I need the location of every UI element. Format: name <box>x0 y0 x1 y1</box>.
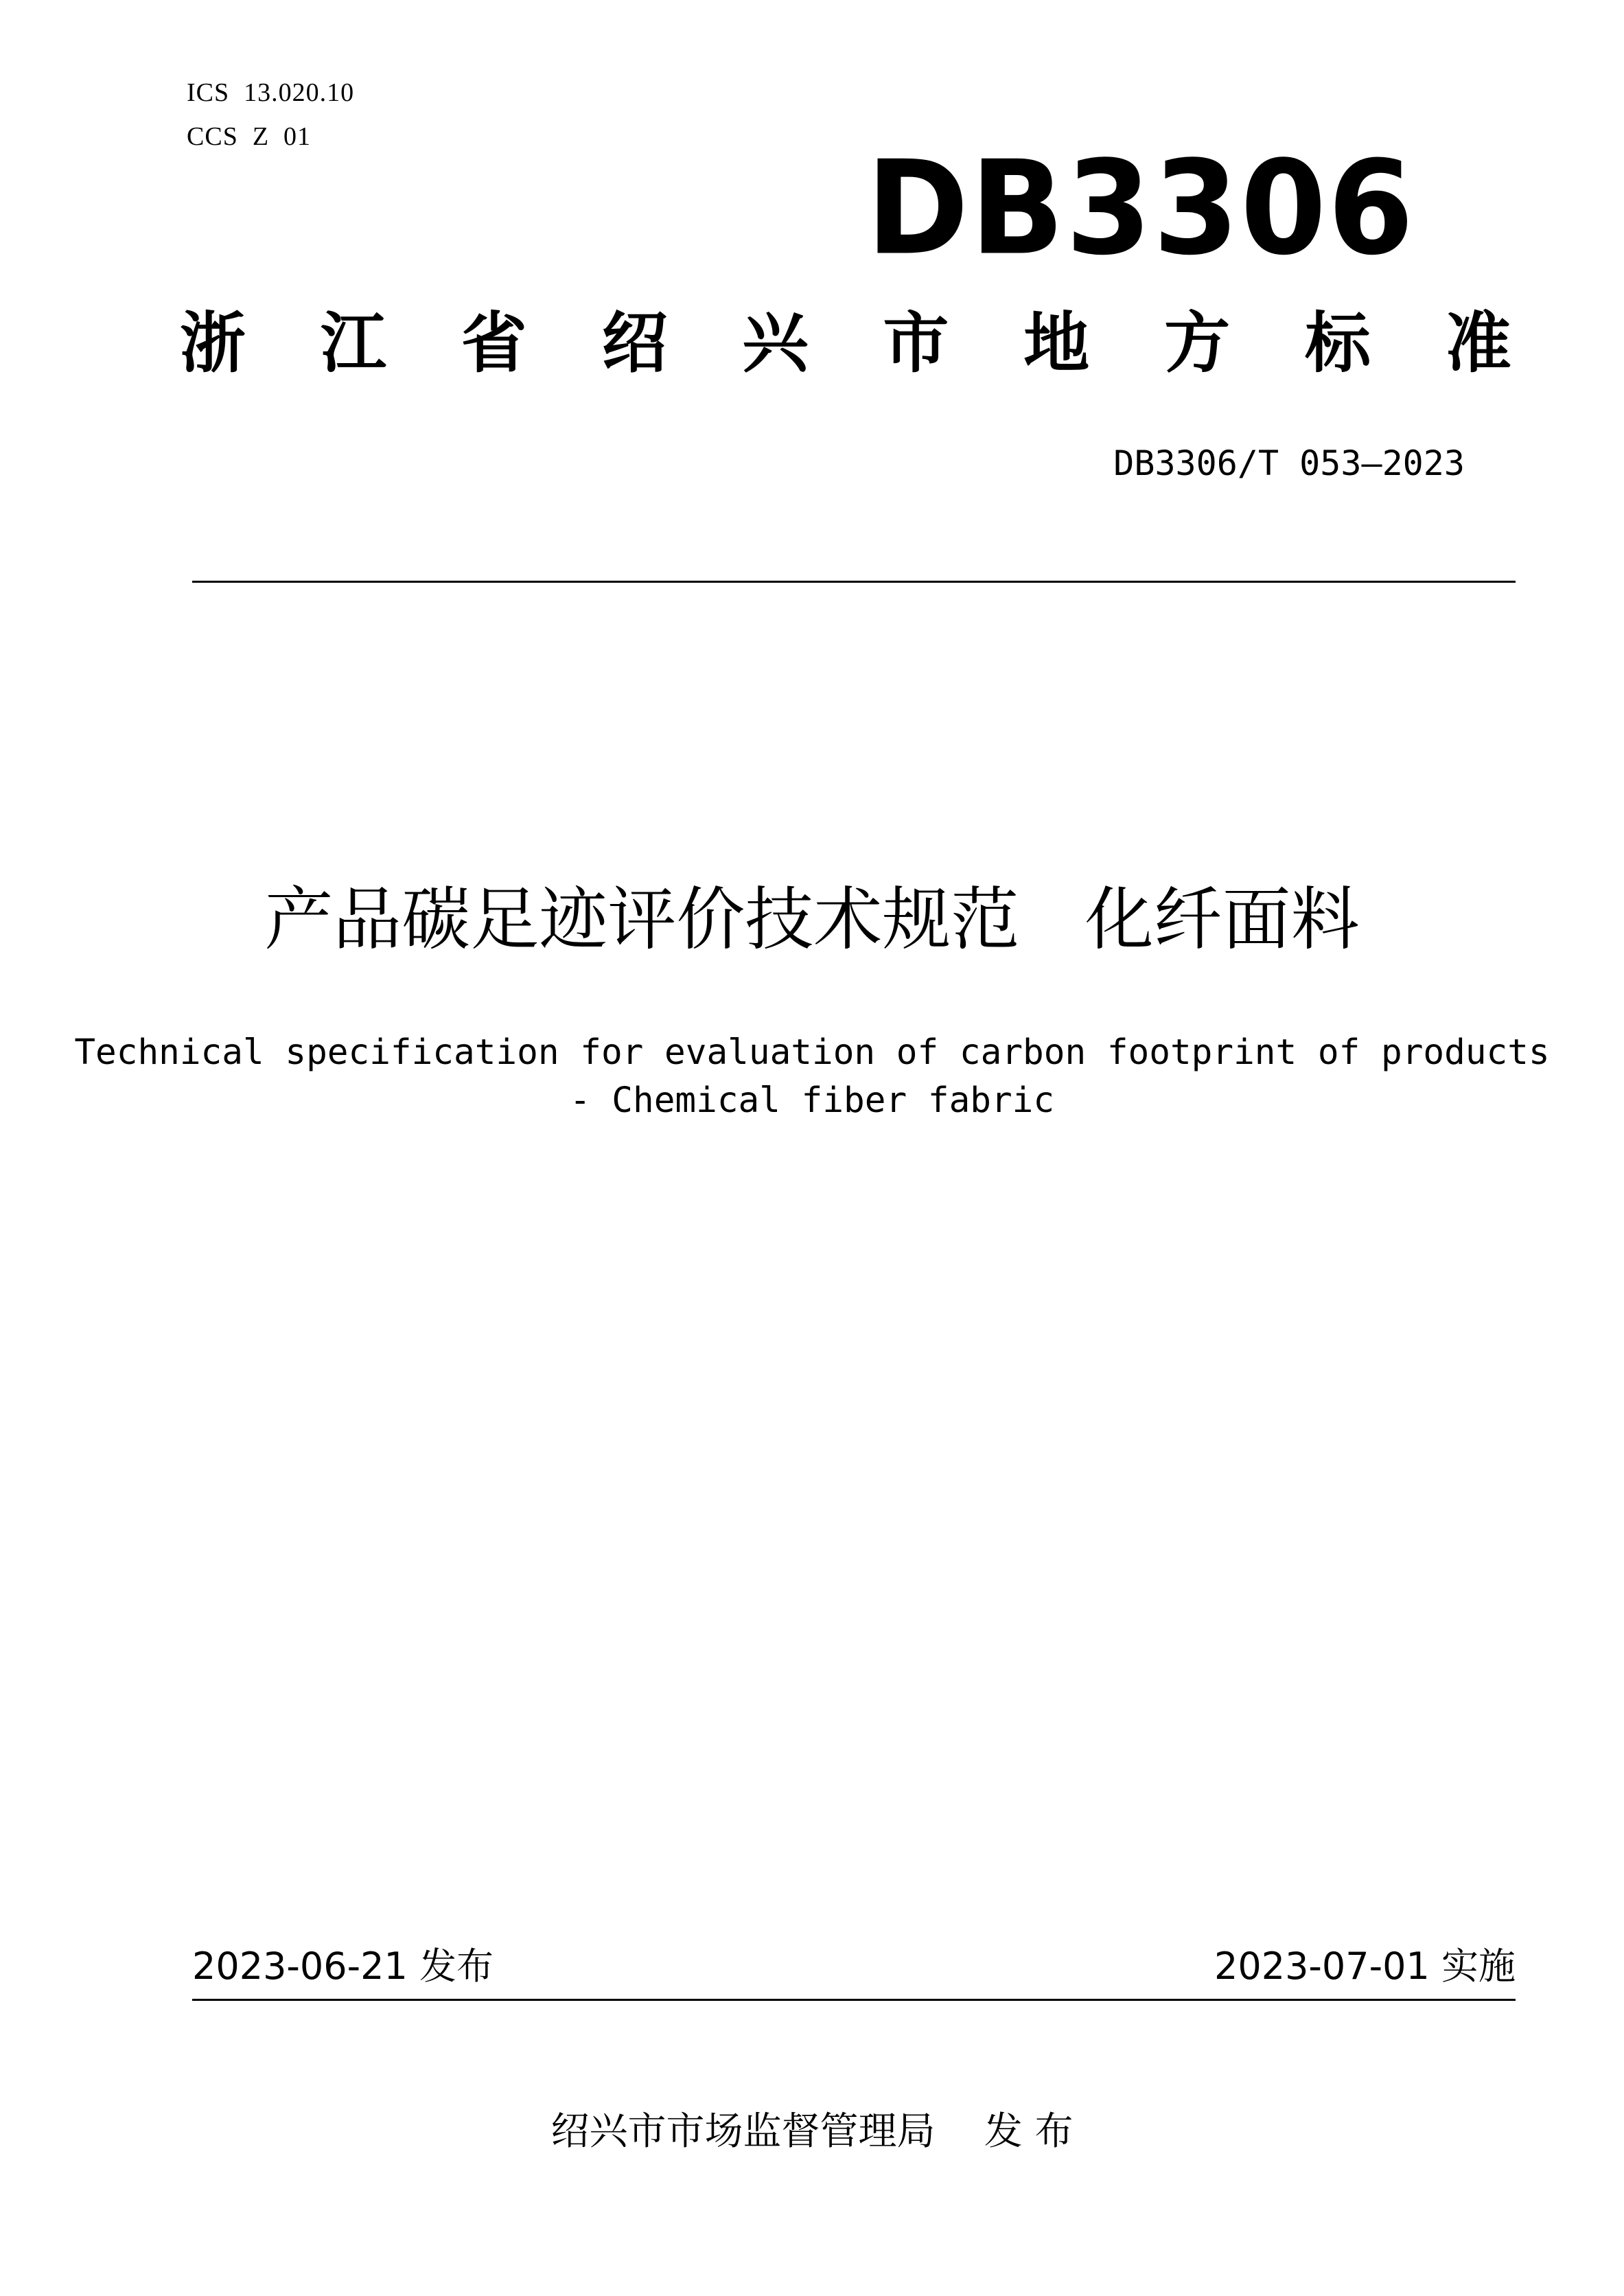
standard-type-char: 准 <box>1445 305 1511 382</box>
standard-type-char: 省 <box>461 305 527 382</box>
top-divider <box>192 581 1516 583</box>
standard-type-char: 兴 <box>742 305 809 382</box>
standard-code-large: DB3306 <box>866 133 1415 284</box>
standard-type-char: 标 <box>1305 305 1371 382</box>
standard-type-char: 地 <box>1023 305 1090 382</box>
title-chinese: 产品碳足迹评价技术规范 化纤面料 <box>264 879 1360 960</box>
standard-type-char: 浙 <box>180 305 246 382</box>
standard-number: DB3306/T 053—2023 <box>1113 443 1465 483</box>
title-english-line-1: Technical specification for evaluation of carbon footprint of products <box>74 1032 1550 1073</box>
implementation-date: 2023-07-01 实施 <box>1214 1945 1516 1988</box>
standard-type-heading <box>180 305 1511 382</box>
issue-date: 2023-06-21 发布 <box>192 1945 494 1988</box>
standard-type-char: 江 <box>320 305 386 382</box>
title-english-line-2: - Chemical fiber fabric <box>569 1080 1055 1121</box>
standard-type-char: 市 <box>883 305 949 382</box>
ics-classification: ICS 13.020.10 <box>187 78 355 107</box>
standard-type-char: 方 <box>1164 305 1231 382</box>
ccs-classification: CCS Z 01 <box>187 122 312 151</box>
standard-type-char: 绍 <box>601 305 668 382</box>
issuing-authority: 绍兴市市场监督管理局 发 布 <box>550 2109 1074 2154</box>
bottom-divider <box>192 1999 1516 2001</box>
